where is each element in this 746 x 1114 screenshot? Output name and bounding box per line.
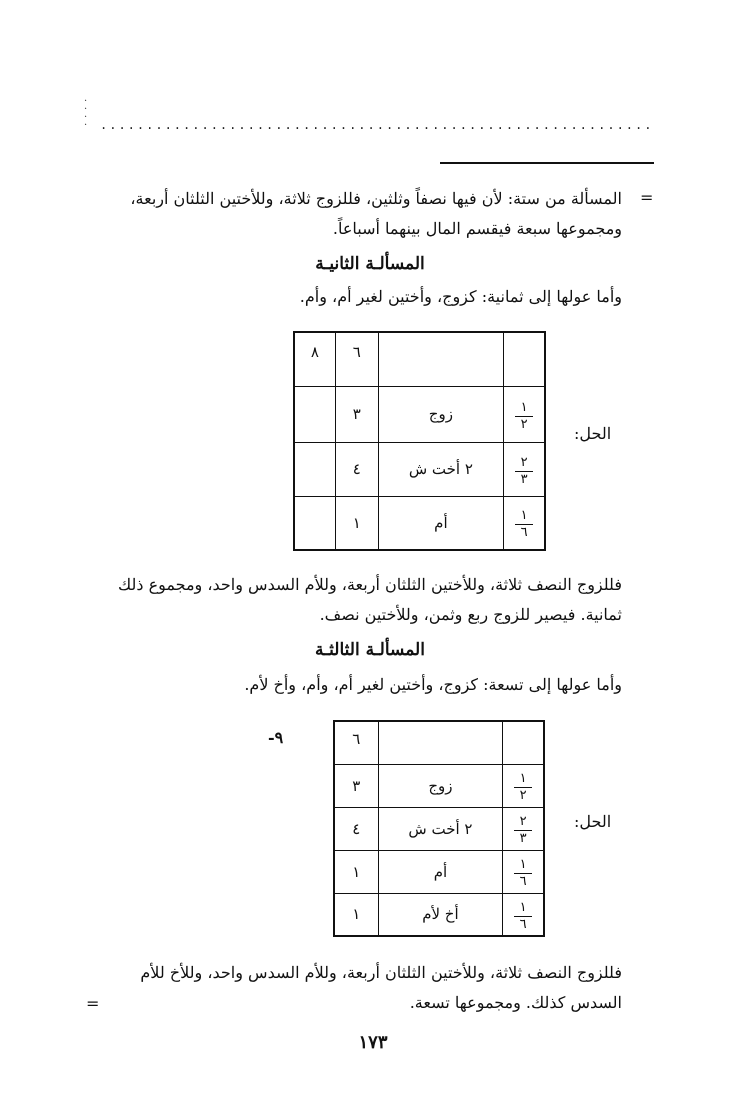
- header-heir-cell: [378, 721, 503, 764]
- share-cell: ١: [334, 893, 378, 936]
- footnote-rule: [440, 162, 654, 164]
- table-row: [334, 807, 544, 850]
- intro-line-2: ومجموعها سبعة فيقسم المال بينهما أسباعاً.: [332, 219, 622, 238]
- base-number: ٦: [334, 721, 378, 764]
- awl-cell: [294, 386, 335, 442]
- margin-marks: · · · ·: [84, 96, 88, 131]
- problem3-solution-label: الحل:: [574, 812, 612, 831]
- share-cell: ١: [335, 496, 378, 550]
- share-cell: ٣: [335, 386, 378, 442]
- problem2-intro: وأما عولها إلى ثمانية: كزوج، وأختين لغير أم، وأم.: [299, 287, 622, 306]
- fraction-cell: $\frac{١}{٦}$: [504, 496, 545, 550]
- fraction-cell: $\frac{٢}{٣}$: [503, 807, 544, 850]
- problem3-intro: وأما عولها إلى تسعة: كزوج، وأختين لغير أم، وأم، وأخ لأم.: [244, 675, 622, 694]
- awl-number: ٨: [294, 332, 335, 386]
- table-row: [334, 850, 544, 893]
- header-fraction-cell: [503, 721, 544, 764]
- continuation-marker: =: [86, 994, 100, 1013]
- dotted-separator: ............................................................: [100, 118, 654, 132]
- intro-line-1: المسألة من ستة: لأن فيها نصفاً وثلثين، فللزوج ثلاثة، وللأختين الثلثان أربعة،: [130, 189, 622, 208]
- problem2-heading: المسألـة الثانيـة: [315, 254, 425, 274]
- heir-cell: ٢ أخت ش: [378, 442, 503, 496]
- heir-cell: أم: [378, 850, 503, 893]
- heir-cell: أم: [378, 496, 503, 550]
- header-heir-cell: [378, 332, 503, 386]
- problem3-table: [333, 720, 545, 937]
- heir-cell: زوج: [378, 386, 503, 442]
- awl-cell: [294, 496, 335, 550]
- problem2-explanation-line-1: فللزوج النصف ثلاثة، وللأختين الثلثان أربعة، وللأم السدس واحد، ومجموع ذلك: [118, 575, 622, 594]
- fraction-cell: $\frac{٢}{٣}$: [504, 442, 545, 496]
- problem3-explanation-line-2: السدس كذلك. ومجموعها تسعة.: [409, 993, 622, 1012]
- base-number: ٦: [335, 332, 378, 386]
- fraction-cell: $\frac{١}{٦}$: [503, 893, 544, 936]
- heir-cell: ٢ أخت ش: [378, 807, 503, 850]
- share-cell: ٤: [334, 807, 378, 850]
- table-header-row: [334, 721, 544, 764]
- fraction-cell: $\frac{١}{٢}$: [503, 764, 544, 807]
- problem2-explanation: [104, 570, 622, 630]
- problem2-explanation-line-2: ثمانية. فيصير للزوج ربع وثمن، وللأختين نصف.: [319, 605, 622, 624]
- awl-note: ٩-: [268, 728, 284, 747]
- intro-paragraph: [110, 184, 622, 244]
- fraction-cell: $\frac{١}{٦}$: [503, 850, 544, 893]
- heir-cell: أخ لأم: [378, 893, 503, 936]
- share-cell: ٣: [334, 764, 378, 807]
- awl-cell: [294, 442, 335, 496]
- table-row: [294, 442, 545, 496]
- table-row: [294, 496, 545, 550]
- fraction-cell: $\frac{١}{٢}$: [504, 386, 545, 442]
- problem3-explanation: [96, 958, 622, 1018]
- table-header-row: [294, 332, 545, 386]
- table-row: [334, 893, 544, 936]
- intro-continuation-marker: =: [640, 188, 654, 207]
- heir-cell: زوج: [378, 764, 503, 807]
- problem3-heading: المسألـة الثالثـة: [315, 640, 425, 660]
- problem2-table: [293, 331, 546, 551]
- header-fraction-cell: [504, 332, 545, 386]
- share-cell: ٤: [335, 442, 378, 496]
- page-number: ١٧٣: [358, 1032, 388, 1053]
- table-row: [334, 764, 544, 807]
- table-row: [294, 386, 545, 442]
- problem2-solution-label: الحل:: [574, 424, 612, 443]
- share-cell: ١: [334, 850, 378, 893]
- problem3-explanation-line-1: فللزوج النصف ثلاثة، وللأختين الثلثان أربعة، وللأم السدس واحد، وللأخ للأم: [140, 963, 622, 982]
